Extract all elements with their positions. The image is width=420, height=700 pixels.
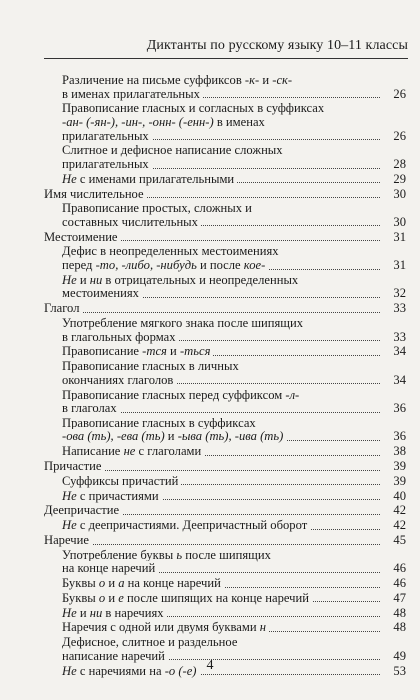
toc-page-number: 42 (393, 503, 406, 518)
toc-entry-text: Наречия с одной или двумя буквами н (62, 620, 269, 634)
toc-entry-line (44, 188, 406, 202)
toc-entry-text: Дефис в неопределенных местоимениях (62, 244, 279, 259)
toc-page-number: 48 (393, 620, 406, 635)
toc-entry[interactable] (44, 621, 406, 635)
toc-entry-text: Деепричастие (44, 503, 122, 517)
toc-entry-line (62, 430, 406, 444)
toc-entry-text: Не и ни в наречиях (62, 606, 167, 620)
toc-page-number: 39 (393, 473, 406, 488)
toc-section[interactable] (44, 460, 406, 474)
toc-page-number: 33 (393, 301, 406, 316)
toc-page-number: 26 (393, 128, 406, 143)
toc-entry-line (62, 577, 406, 591)
toc-page-number: 26 (393, 86, 406, 101)
toc-entry-line (62, 331, 406, 345)
toc-page-number: 53 (393, 663, 406, 678)
toc-entry-text: Правописание гласных и согласных в суффиксах (62, 101, 325, 116)
toc-entry-line (44, 302, 406, 316)
toc-entry-text: прилагательных (62, 157, 152, 171)
toc-entry-text: -ова (ть), -ева (ть) и -ыва (ть), -ива (ть) (62, 429, 286, 443)
toc-entry-text: окончаниях глаголов (62, 373, 176, 387)
toc-entry-line (62, 562, 406, 576)
toc-entry-line (62, 88, 406, 102)
toc-entry-line (44, 231, 406, 245)
toc-entry[interactable] (44, 490, 406, 504)
toc-entry[interactable] (44, 389, 406, 416)
toc-entry[interactable] (44, 274, 406, 301)
toc-entry-line (62, 621, 406, 635)
toc-section[interactable] (44, 302, 406, 316)
toc-page-number: 47 (393, 590, 406, 605)
page-number: 4 (206, 658, 214, 673)
toc-entry[interactable] (44, 202, 406, 229)
toc-entry-text: Имя числительное (44, 187, 147, 201)
toc-section[interactable] (44, 188, 406, 202)
toc-entry-text: в глагольных формах (62, 330, 179, 344)
dot-leader (44, 544, 380, 545)
toc-entry-text: Правописание простых, сложных и (62, 201, 252, 216)
toc-entry-text: местоимениях (62, 286, 142, 300)
toc-entry-line (62, 173, 406, 187)
toc-entry[interactable] (44, 102, 406, 143)
toc-entry[interactable] (44, 445, 406, 459)
toc-entry-text: Причастие (44, 459, 104, 473)
toc-page-number: 46 (393, 561, 406, 576)
toc-entry-text: Правописание гласных в личных (62, 359, 239, 374)
toc-entry-line (44, 460, 406, 474)
toc-entry-text: на конце наречий (62, 561, 158, 575)
toc-page-number: 29 (393, 171, 406, 186)
toc-entry-text: написание наречий (62, 649, 168, 663)
toc-page-number: 28 (393, 156, 406, 171)
toc-entry-text: Наречие (44, 533, 92, 547)
toc-page-number: 30 (393, 186, 406, 201)
toc-entry[interactable] (44, 475, 406, 489)
toc-entry-text: Не с наречиями на -о (-е) (62, 664, 200, 678)
toc-entry-line (62, 445, 406, 459)
toc-entry-line (62, 345, 406, 359)
toc-entry[interactable] (44, 577, 406, 591)
toc-entry[interactable] (44, 144, 406, 171)
toc-entry-line (62, 490, 406, 504)
toc-entry-line (44, 534, 406, 548)
toc-entry[interactable] (44, 360, 406, 387)
toc-entry[interactable] (44, 607, 406, 621)
toc-entry-line (62, 519, 406, 533)
toc-entry-line (62, 402, 406, 416)
toc-page-number: 33 (393, 329, 406, 344)
toc-page-number: 31 (393, 229, 406, 244)
toc-entry[interactable] (44, 245, 406, 272)
toc-entry[interactable] (44, 592, 406, 606)
toc-entry-text: в именах прилагательных (62, 87, 203, 101)
toc-entry[interactable] (44, 519, 406, 533)
toc-entry-line (62, 130, 406, 144)
toc-entry-text: Правописание гласных перед суффиксом -л- (62, 387, 300, 402)
toc-page-number: 38 (393, 444, 406, 459)
toc-page-number: 42 (393, 518, 406, 533)
toc-entry-line (62, 287, 406, 301)
toc-entry-text: Не с причастиями (62, 489, 162, 503)
toc-page-number: 48 (393, 605, 406, 620)
toc-entry-line (62, 475, 406, 489)
toc-page-number: 40 (393, 488, 406, 503)
toc-entry-text: Слитное и дефисное написание сложных (62, 143, 283, 158)
toc-entry-text: Буквы о и е после шипящих на конце наречий (62, 591, 312, 605)
toc-section[interactable] (44, 504, 406, 518)
toc-entry-text: Не и ни в отрицательных и неопределенных (62, 272, 299, 287)
toc-page-number: 45 (393, 532, 406, 547)
toc-entry[interactable] (44, 317, 406, 344)
toc-entry[interactable] (44, 549, 406, 576)
toc-entry-text: Написание не с глаголами (62, 444, 204, 458)
toc-entry-line (62, 259, 406, 273)
toc-entry-text: Не с деепричастиями. Деепричастный оборот (62, 518, 310, 532)
toc-entry-text: прилагательных (62, 129, 152, 143)
toc-entry-text: -ан- (-ян-), -ин-, -онн- (-енн-) в именах (62, 114, 265, 129)
toc-page-number: 34 (393, 344, 406, 359)
toc-section[interactable] (44, 231, 406, 245)
toc-page-number: 34 (393, 372, 406, 387)
toc-entry-text: Местоимение (44, 230, 121, 244)
toc-entry-line (62, 158, 406, 172)
toc-page-number: 46 (393, 576, 406, 591)
toc-entry-text: Не с именами прилагательными (62, 172, 237, 186)
toc-entry-line (44, 504, 406, 518)
toc-page-number: 39 (393, 459, 406, 474)
table-of-contents (44, 74, 406, 679)
toc-entry[interactable] (44, 173, 406, 187)
toc-entry[interactable] (44, 417, 406, 444)
toc-entry-line (62, 374, 406, 388)
toc-section[interactable] (44, 534, 406, 548)
toc-page-number: 31 (393, 258, 406, 273)
toc-page-number: 49 (393, 648, 406, 663)
toc-entry-text: перед -то, -либо, -нибудь и после кое- (62, 258, 268, 272)
toc-entry[interactable] (44, 345, 406, 359)
toc-page-number: 30 (393, 214, 406, 229)
toc-page-number: 32 (393, 286, 406, 301)
toc-page-number: 36 (393, 429, 406, 444)
toc-entry-line (62, 216, 406, 230)
toc-entry-text: Правописание гласных в суффиксах (62, 415, 256, 430)
toc-entry[interactable] (44, 74, 406, 101)
toc-entry-text: Суффиксы причастий (62, 474, 181, 488)
toc-entry-line (62, 607, 406, 621)
toc-page-number: 36 (393, 401, 406, 416)
toc-entry-text: составных числительных (62, 215, 201, 229)
running-header (44, 38, 408, 59)
book-title: Диктанты по русскому языку 10–11 классы (146, 38, 408, 53)
toc-entry-text: в глаголах (62, 401, 120, 415)
toc-entry-line (62, 592, 406, 606)
toc-entry-text: Правописание -тся и -ться (62, 344, 213, 358)
toc-entry-text: Дефисное, слитное и раздельное (62, 635, 238, 650)
toc-entry-text: Употребление буквы ь после шипящих (62, 547, 271, 562)
toc-entry-text: Глагол (44, 301, 82, 315)
toc-entry-text: Буквы о и а на конце наречий (62, 576, 224, 590)
dot-leader (44, 312, 380, 313)
toc-entry-text: Различение на письме суффиксов -к- и -ск- (62, 73, 293, 87)
toc-entry-text: Употребление мягкого знака после шипящих (62, 315, 304, 330)
